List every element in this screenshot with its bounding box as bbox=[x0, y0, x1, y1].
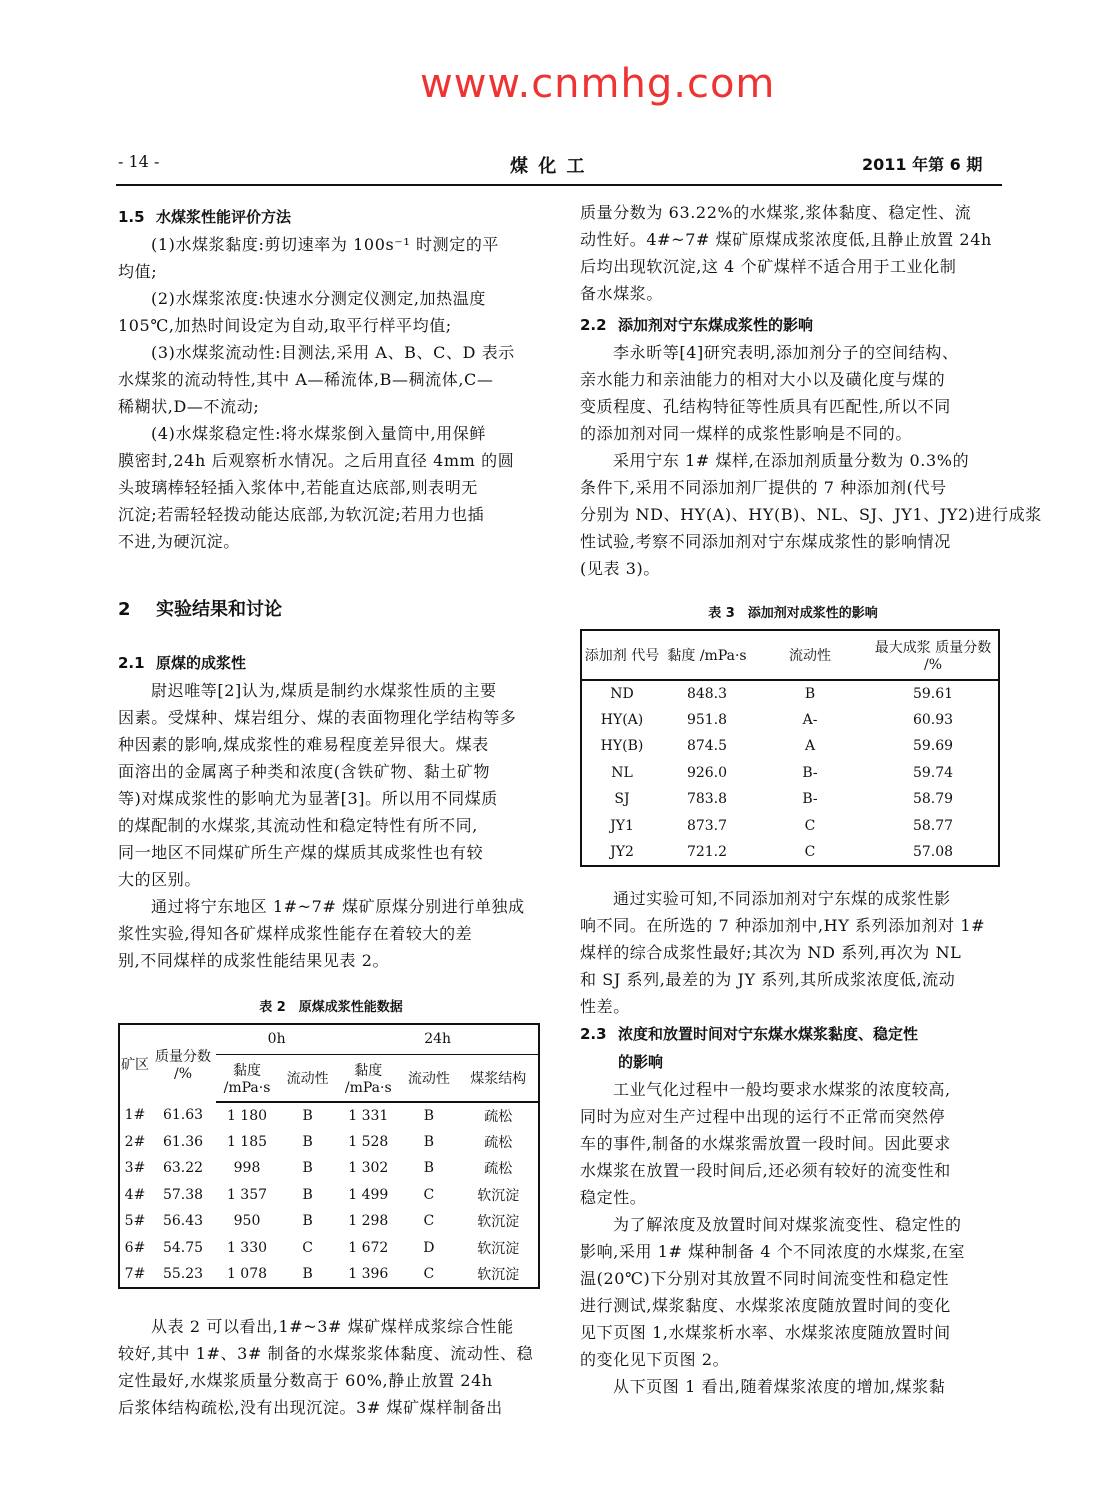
th-mine: 矿区 bbox=[121, 1056, 149, 1073]
text-line: 动性好。4#~7# 煤矿原煤成浆浓度低,且静止放置 24h bbox=[580, 230, 992, 249]
text-line: 见下页图 1,水煤浆析水率、水煤浆浓度随放置时间 bbox=[580, 1322, 951, 1342]
table-cell: B bbox=[302, 1107, 313, 1124]
text-line: 变质程度、孔结构特征等性质具有匹配性,所以不同 bbox=[580, 397, 951, 416]
table-cell: 63.22 bbox=[162, 1160, 204, 1177]
text-line: 通过将宁东地区 1#~7# 煤矿原煤分别进行单独成 bbox=[151, 897, 525, 916]
table-row bbox=[119, 1261, 539, 1288]
table-row bbox=[581, 786, 999, 813]
table-row bbox=[581, 839, 999, 866]
table-cell: C bbox=[302, 1239, 313, 1256]
table-cell: B bbox=[423, 1160, 435, 1177]
text-line: 分别为 ND、HY(A)、HY(B)、NL、SJ、JY1、JY2)进行成浆 bbox=[580, 505, 1042, 524]
table-cell: 1 078 bbox=[226, 1265, 268, 1282]
left-column bbox=[118, 203, 544, 1421]
table2-discussion bbox=[118, 1313, 544, 1421]
text-line: 的煤配制的水煤浆,其流动性和稳定特性有所不同, bbox=[118, 816, 478, 835]
text-line: 不进,为硬沉淀。 bbox=[118, 532, 240, 551]
table-cell: A bbox=[804, 738, 816, 755]
text-line: 别,不同煤样的成浆性能结果见表 2。 bbox=[118, 951, 390, 970]
text-line: 稳定性。 bbox=[580, 1187, 647, 1207]
table-cell: ND bbox=[610, 685, 634, 702]
th-visc-0h: 黏度 /mPa·s bbox=[216, 1054, 278, 1102]
text-line: 的添加剂对同一煤样的成浆性影响是不同的。 bbox=[580, 424, 913, 443]
table-cell: B bbox=[423, 1133, 435, 1150]
table-cell: SJ bbox=[614, 791, 630, 808]
table-cell: 950 bbox=[233, 1213, 261, 1230]
table-row bbox=[119, 1129, 539, 1156]
table-cell: 1 302 bbox=[348, 1160, 389, 1177]
table-cell: 软沉淀 bbox=[477, 1214, 520, 1231]
section-title: 水煤浆性能评价方法 bbox=[156, 208, 292, 226]
th-flow-0h: 流动性 bbox=[278, 1054, 337, 1102]
table-cell: 1 330 bbox=[226, 1239, 268, 1256]
text-line: 水煤浆的流动特性,其中 A—稀流体,B—稠流体,C— bbox=[118, 370, 494, 389]
table-cell: 783.8 bbox=[686, 791, 728, 808]
text-line: 的变化见下页图 2。 bbox=[580, 1349, 730, 1369]
text-line: 均值; bbox=[118, 262, 158, 281]
table-cell: 疏松 bbox=[484, 1134, 513, 1151]
table-cell: 疏松 bbox=[484, 1161, 513, 1178]
table-cell: 59.74 bbox=[912, 764, 954, 781]
th-flow-24h: 流动性 bbox=[399, 1054, 458, 1102]
text-line: 从表 2 可以看出,1#~3# 煤矿煤样成浆综合性能 bbox=[151, 1316, 514, 1336]
text-line: (见表 3)。 bbox=[580, 559, 660, 578]
text-line: 进行测试,煤浆黏度、水煤浆浓度随放置时间的变化 bbox=[580, 1295, 951, 1315]
table-cell: B bbox=[302, 1186, 313, 1203]
section-2-1-body bbox=[118, 677, 544, 974]
text-line: 车的事件,制备的水煤浆需放置一段时间。因此要求 bbox=[580, 1133, 951, 1153]
table-cell: 5# bbox=[124, 1213, 146, 1230]
table-cell: 1 180 bbox=[226, 1107, 268, 1124]
table-cell: C bbox=[423, 1265, 435, 1282]
table-cell: 1 672 bbox=[348, 1239, 389, 1256]
table-cell: 951.8 bbox=[686, 711, 728, 728]
text-line: 工业气化过程中一般均要求水煤浆的浓度较高, bbox=[613, 1079, 951, 1099]
table-cell: C bbox=[423, 1186, 435, 1203]
table-cell: 6# bbox=[124, 1239, 146, 1256]
table-cell: 1 499 bbox=[348, 1186, 389, 1203]
th-0h: 0h bbox=[216, 1024, 337, 1054]
section-heading-2-3 bbox=[580, 1020, 1006, 1048]
table-cell: 60.93 bbox=[912, 711, 954, 728]
section-title: 实验结果和讨论 bbox=[156, 599, 282, 620]
table-cell: 61.63 bbox=[162, 1107, 204, 1124]
th-mass: 质量分数 /% bbox=[155, 1048, 211, 1082]
table-cell: 874.5 bbox=[686, 738, 728, 755]
table-cell: 59.61 bbox=[912, 685, 954, 702]
text-line: 性试验,考察不同添加剂对宁东煤成浆性的影响情况 bbox=[580, 532, 951, 551]
table-cell: 57.08 bbox=[912, 843, 954, 860]
text-line: 影响,采用 1# 煤种制备 4 个不同浓度的水煤浆,在室 bbox=[580, 1241, 966, 1261]
text-line: (4)水煤浆稳定性:将水煤浆倒入量筒中,用保鲜 bbox=[151, 424, 486, 443]
section-2-2-body bbox=[580, 339, 1042, 582]
table-cell: 1 357 bbox=[226, 1186, 268, 1203]
table-cell: NL bbox=[611, 764, 633, 781]
section-title: 原煤的成浆性 bbox=[156, 654, 247, 672]
issue-label: 2011 年第 6 期 bbox=[862, 155, 983, 174]
text-line: 后均出现软沉淀,这 4 个矿煤样不适合用于工业化制 bbox=[580, 257, 957, 276]
table3 bbox=[580, 629, 1000, 867]
table-cell: 58.79 bbox=[912, 791, 954, 808]
text-line: 面溶出的金属离子种类和浓度(含铁矿物、黏土矿物 bbox=[118, 762, 491, 781]
text-line: 从下页图 1 看出,随着煤浆浓度的增加,煤浆黏 bbox=[613, 1376, 946, 1396]
watermark: www.cnmhg.com bbox=[420, 61, 776, 107]
table-row bbox=[581, 680, 999, 707]
section-title: 浓度和放置时间对宁东煤水煤浆黏度、稳定性 bbox=[618, 1024, 919, 1043]
table-cell: 59.69 bbox=[912, 738, 954, 755]
text-line: 因素。受煤种、煤岩组分、煤的表面物理化学结构等多 bbox=[118, 708, 517, 727]
section-number: 2.2 bbox=[580, 316, 607, 334]
right-column bbox=[580, 199, 1042, 1400]
table-cell: D bbox=[423, 1239, 435, 1256]
section-heading-2 bbox=[118, 595, 544, 625]
table-cell: 1 528 bbox=[348, 1133, 389, 1150]
section-number: 2 bbox=[118, 599, 131, 620]
th-visc-24h: 黏度 /mPa·s bbox=[337, 1054, 399, 1102]
table-row bbox=[581, 760, 999, 787]
table-cell: 4# bbox=[124, 1186, 146, 1203]
table-row bbox=[119, 1235, 539, 1262]
th-max-mass: 最大成浆 质量分数 /% bbox=[868, 630, 999, 680]
table-cell: 1# bbox=[124, 1107, 146, 1124]
table-cell: 软沉淀 bbox=[477, 1187, 520, 1204]
text-line: 质量分数为 63.22%的水煤浆,浆体黏度、稳定性、流 bbox=[580, 203, 972, 222]
text-line: 亲水能力和亲油能力的相对大小以及磺化度与煤的 bbox=[580, 370, 946, 389]
section-number: 2.3 bbox=[580, 1024, 607, 1043]
text-line: 温(20℃)下分别对其放置不同时间流变性和稳定性 bbox=[580, 1268, 950, 1288]
table-cell: C bbox=[423, 1213, 435, 1230]
text-line: 沉淀;若需轻轻拨动能达底部,为软沉淀;若用力也插 bbox=[118, 505, 485, 524]
table-cell: 疏松 bbox=[484, 1108, 513, 1125]
section-heading-2-1 bbox=[118, 649, 544, 677]
table-row bbox=[119, 1208, 539, 1235]
table3-discussion bbox=[580, 885, 1006, 1020]
text-line: 备水煤浆。 bbox=[580, 284, 664, 303]
table-cell: 54.75 bbox=[162, 1239, 204, 1256]
table3-caption: 表 3 添加剂对成浆性的影响 bbox=[708, 606, 878, 621]
text-line: 较好,其中 1#、3# 制备的水煤浆浆体黏度、流动性、稳 bbox=[118, 1343, 534, 1363]
text-line: (1)水煤浆黏度:剪切速率为 100s⁻¹ 时测定的平 bbox=[151, 235, 500, 254]
text-line: 条件下,采用不同添加剂厂提供的 7 种添加剂(代号 bbox=[580, 478, 947, 497]
text-line: 浆性实验,得知各矿煤样成浆性能存在着较大的差 bbox=[118, 924, 473, 943]
table-row bbox=[119, 1182, 539, 1209]
section-title-cont: 的影响 bbox=[618, 1052, 664, 1071]
table2 bbox=[118, 1023, 540, 1289]
th-24h: 24h bbox=[337, 1024, 539, 1054]
table-cell: 873.7 bbox=[686, 817, 728, 834]
table-cell: 1 298 bbox=[348, 1213, 389, 1230]
text-line: 响不同。在所选的 7 种添加剂中,HY 系列添加剂对 1# bbox=[580, 915, 986, 935]
table-cell: JY1 bbox=[610, 817, 634, 834]
table-cell: 926.0 bbox=[686, 764, 728, 781]
section-2-3-body bbox=[580, 1076, 1006, 1400]
table-row bbox=[581, 707, 999, 734]
text-line: 定性最好,水煤浆质量分数高于 60%,静止放置 24h bbox=[118, 1370, 493, 1390]
th-structure: 煤浆结构 bbox=[459, 1054, 539, 1102]
text-line: (2)水煤浆浓度:快速水分测定仪测定,加热温度 bbox=[151, 289, 486, 308]
table-cell: C bbox=[804, 817, 816, 834]
section-1-5-body bbox=[118, 231, 544, 555]
table-cell: HY(B) bbox=[600, 738, 644, 755]
table-cell: 56.43 bbox=[162, 1213, 204, 1230]
text-line: 大的区别。 bbox=[118, 870, 202, 889]
table-cell: B- bbox=[802, 791, 818, 808]
section-heading-2-2 bbox=[580, 311, 1006, 339]
table-cell: B bbox=[423, 1107, 435, 1124]
table-row bbox=[119, 1155, 539, 1182]
table-cell: 1 331 bbox=[348, 1107, 389, 1124]
text-line: 稀糊状,D—不流动; bbox=[118, 397, 260, 416]
section-title: 添加剂对宁东煤成浆性的影响 bbox=[618, 316, 814, 334]
table-cell: 58.77 bbox=[912, 817, 954, 834]
section-number: 1.5 bbox=[118, 208, 145, 226]
th-viscosity: 黏度 /mPa·s bbox=[662, 630, 752, 680]
table-cell: 软沉淀 bbox=[477, 1240, 520, 1257]
table-cell: 721.2 bbox=[686, 843, 728, 860]
text-line: 尉迟唯等[2]认为,煤质是制约水煤浆性质的主要 bbox=[151, 681, 497, 700]
page-number: - 14 - bbox=[118, 152, 160, 171]
text-line: (3)水煤浆流动性:目测法,采用 A、B、C、D 表示 bbox=[151, 343, 515, 362]
table-cell: B bbox=[302, 1133, 313, 1150]
table-cell: 998 bbox=[233, 1160, 261, 1177]
text-line: 采用宁东 1# 煤样,在添加剂质量分数为 0.3%的 bbox=[613, 451, 970, 470]
table-cell: A- bbox=[802, 711, 818, 728]
table-row bbox=[581, 813, 999, 840]
text-line: 膜密封,24h 后观察析水情况。之后用直径 4mm 的圆 bbox=[118, 451, 515, 470]
table-cell: JY2 bbox=[610, 843, 634, 860]
text-line: 等)对煤成浆性的影响尤为显著[3]。所以用不同煤质 bbox=[118, 789, 498, 808]
table-cell: B bbox=[302, 1160, 313, 1177]
continued-paragraph bbox=[580, 199, 1006, 307]
table-cell: B- bbox=[802, 764, 818, 781]
header-rule bbox=[116, 184, 1002, 186]
text-line: 李永昕等[4]研究表明,添加剂分子的空间结构、 bbox=[613, 343, 959, 362]
table-cell: HY(A) bbox=[600, 711, 644, 728]
table-cell: C bbox=[804, 843, 816, 860]
table-row bbox=[581, 733, 999, 760]
table-cell: 61.36 bbox=[162, 1133, 204, 1150]
text-line: 同时为应对生产过程中出现的运行不正常而突然停 bbox=[580, 1106, 946, 1126]
table-cell: 1 396 bbox=[348, 1265, 389, 1282]
text-line: 后浆体结构疏松,没有出现沉淀。3# 煤矿煤样制备出 bbox=[118, 1397, 503, 1417]
text-line: 同一地区不同煤矿所生产煤的煤质其成浆性也有较 bbox=[118, 843, 484, 862]
text-line: 性差。 bbox=[580, 996, 630, 1016]
table-cell: 2# bbox=[124, 1133, 146, 1150]
table-cell: B bbox=[302, 1265, 313, 1282]
th-additive-code: 添加剂 代号 bbox=[581, 630, 662, 680]
text-line: 种因素的影响,煤成浆性的难易程度差异很大。煤表 bbox=[118, 735, 489, 754]
table-cell: 1 185 bbox=[226, 1133, 268, 1150]
table2-caption: 表 2 原煤成浆性能数据 bbox=[259, 1000, 403, 1015]
section-heading-1-5 bbox=[118, 203, 544, 231]
text-line: 头玻璃棒轻轻插入浆体中,若能直达底部,则表明无 bbox=[118, 478, 478, 497]
table-cell: 7# bbox=[124, 1265, 146, 1282]
text-line: 水煤浆在放置一段时间后,还必须有较好的流变性和 bbox=[580, 1160, 951, 1180]
table-cell: 软沉淀 bbox=[477, 1266, 520, 1283]
table-row bbox=[119, 1102, 539, 1129]
text-line: 为了解浓度及放置时间对煤浆流变性、稳定性的 bbox=[613, 1214, 962, 1234]
table-cell: 848.3 bbox=[686, 685, 728, 702]
text-line: 105℃,加热时间设定为自动,取平行样平均值; bbox=[118, 316, 452, 335]
journal-title: 煤 化 工 bbox=[510, 156, 587, 177]
table-cell: B bbox=[804, 685, 816, 702]
table-cell: 57.38 bbox=[162, 1186, 204, 1203]
table-cell: 3# bbox=[124, 1160, 146, 1177]
section-number: 2.1 bbox=[118, 654, 145, 672]
text-line: 和 SJ 系列,最差的为 JY 系列,其所成浆浓度低,流动 bbox=[580, 969, 956, 989]
th-fluidity: 流动性 bbox=[752, 630, 868, 680]
text-line: 煤样的综合成浆性最好;其次为 ND 系列,再次为 NL bbox=[580, 942, 962, 962]
table-cell: 55.23 bbox=[162, 1265, 204, 1282]
table-cell: B bbox=[302, 1213, 313, 1230]
text-line: 通过实验可知,不同添加剂对宁东煤的成浆性影 bbox=[613, 888, 951, 908]
